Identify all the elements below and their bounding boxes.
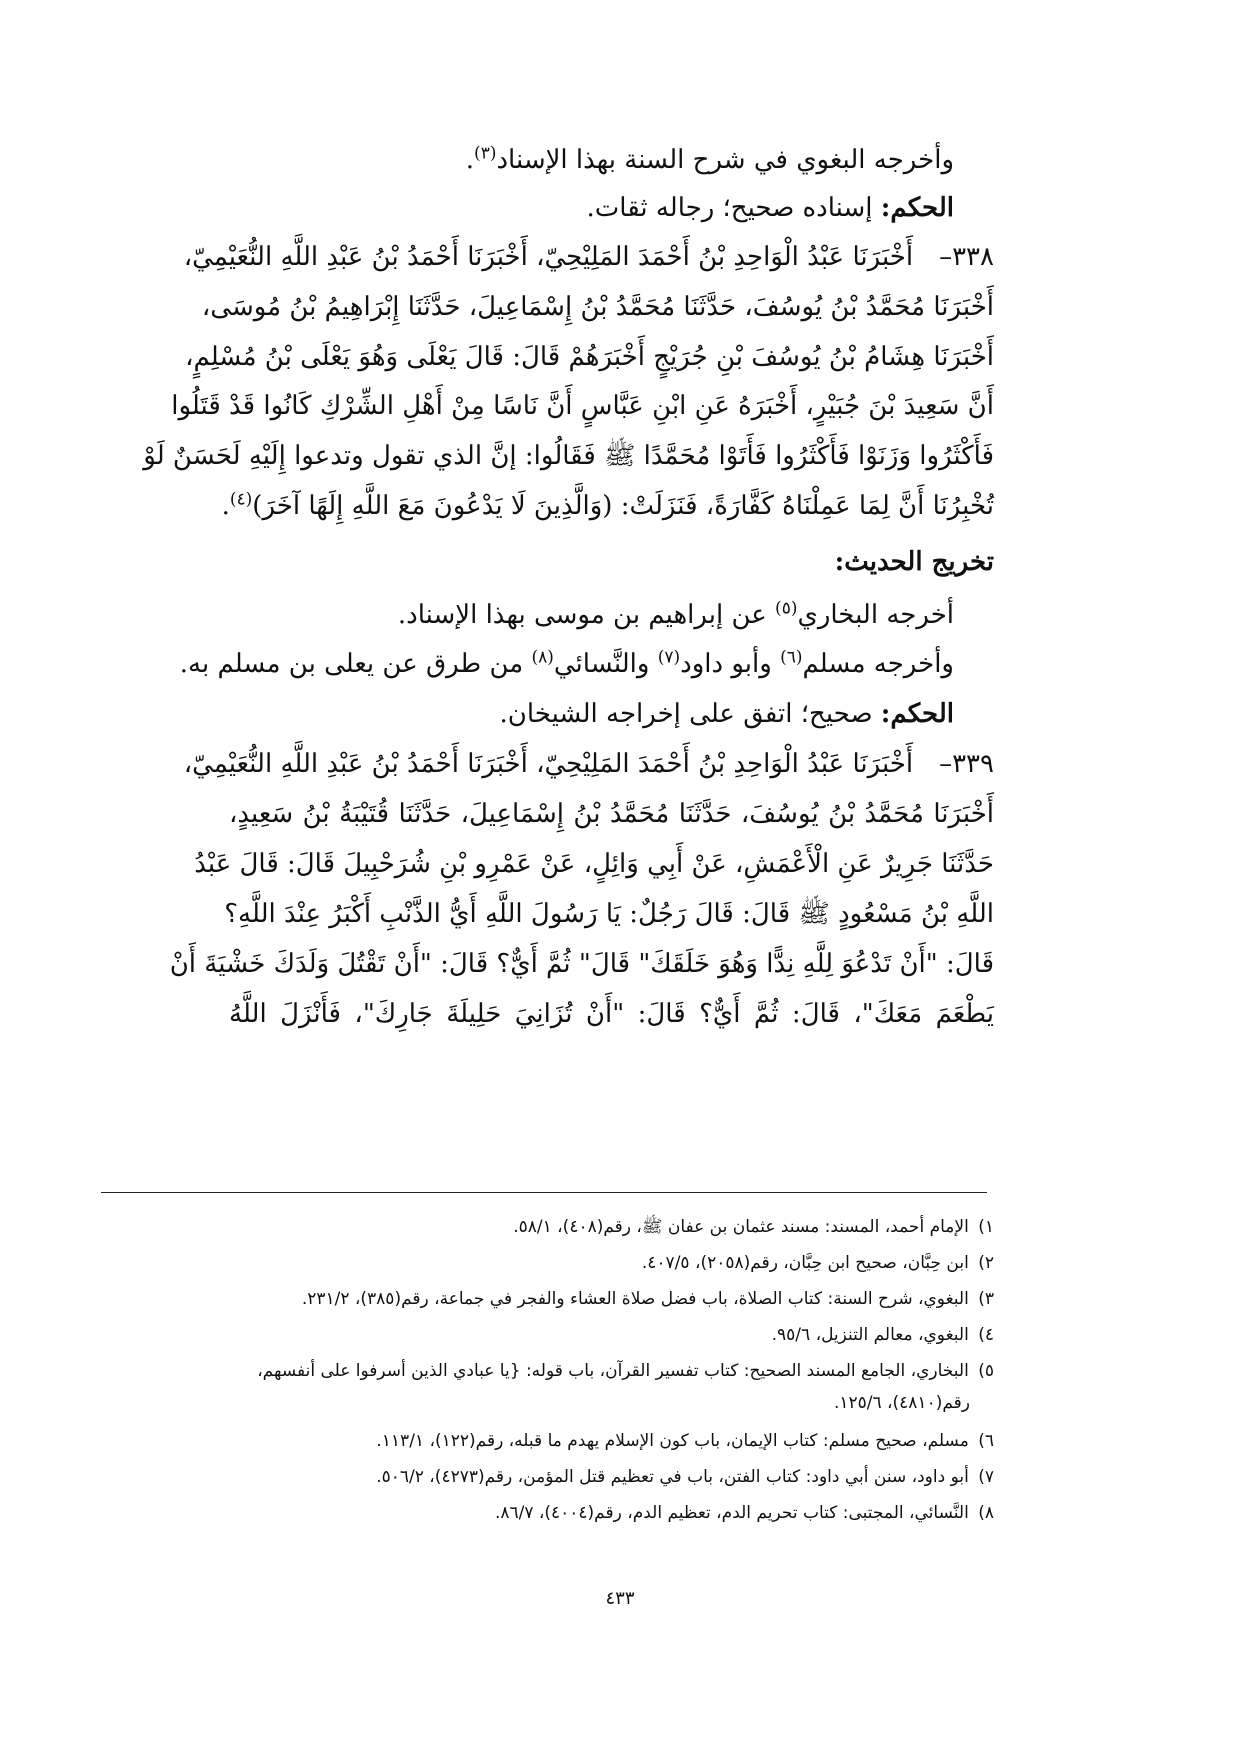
footnote-ref[interactable]: (٧)	[657, 647, 681, 668]
footnote-ref[interactable]: (٦)	[780, 647, 803, 668]
hadith-339-line: قَالَ: "أَنْ تَدْعُوَ لِلَّهِ نِدًّا وَهُوَ خَلَقَكَ" قَالَ" ثُمَّ أَيٌّ؟ قَالَ: "أَنْ تَقْتُلَ وَلَدَكَ خَشْيَةَ أَنْ	[169, 949, 994, 979]
punctuation: .	[221, 491, 230, 521]
footnote-text: النَّسائي، المجتبى: كتاب تحريم الدم، تعظيم الدم، رقم(٤٠٠٤)، ٨٦/٧.	[494, 1503, 969, 1523]
hadith-number: ٣٣٩–	[939, 749, 994, 779]
footnote	[154, 1498, 994, 1528]
footnote-number: ٨)	[978, 1503, 994, 1523]
footnote-number: ٦)	[978, 1431, 994, 1451]
footnote-number: ٤)	[978, 1325, 994, 1345]
hadith-339-line: اللَّهِ بْنُ مَسْعُودٍ ﷺ قَالَ: قَالَ رَجُلٌ: يَا رَسُولَ اللَّهِ أَيُّ الذَّنْبِ أَكْبَرُ عِنْدَ اللَّهِ؟	[224, 899, 994, 929]
hadith-339-line: أَخْبَرَنَا مُحَمَّدُ بْنُ يُوسُفَ، حَدَّثَنَا مُحَمَّدُ بْنُ إِسْمَاعِيلَ، حَدَّثَنَا قُتَيْبَةُ بْنُ سَعِيدٍ،	[229, 799, 994, 829]
takhrij-text: وأخرجه مسلم	[802, 649, 954, 679]
footnote-ref[interactable]: (٥)	[775, 598, 798, 619]
takhrij-text: والنَّسائي	[553, 649, 658, 679]
takhrij-paragraph	[189, 591, 954, 639]
page-number: ٤٣٣	[605, 1588, 635, 1609]
ruling-label: الحكم:	[880, 699, 954, 729]
hadith-338-line: أَخْبَرَنَا هِشَامُ بْنُ يُوسُفَ بْنِ جُرَيْجٍ أَخْبَرَهُمْ قَالَ: قَالَ يَعْلَى وَهُوَ يَعْلَى بْنُ مُسْلِمٍ،	[185, 342, 994, 372]
hadith-338-line	[183, 233, 994, 281]
ruling-paragraph	[189, 690, 954, 738]
footnote-ref[interactable]: (٣)	[474, 143, 497, 164]
footnote	[154, 1248, 994, 1278]
hadith-text: أَخْبَرَنَا عَبْدُ الْوَاحِدِ بْنُ أَحْمَدَ المَلِيْحِيّ، أَخْبَرَنَا أَحْمَدُ بْنُ عَبْدِ اللَّهِ النُّعَيْمِيّ،	[183, 242, 914, 272]
hadith-text: تُخْبِرُنَا أَنَّ لِمَا عَمِلْنَاهُ كَفَّارَةً، فَنَزَلَتْ: (وَالَّذِينَ لَا يَدْعُونَ مَعَ اللَّهِ إِلَهًا آخَرَ)	[252, 491, 994, 521]
punctuation: .	[465, 145, 475, 175]
takhrij-text: عن إبراهيم بن موسى بهذا الإسناد.	[397, 600, 776, 630]
footnote	[154, 1320, 994, 1350]
hadith-338-line: أَنَّ سَعِيدَ بْنَ جُبَيْرٍ، أَخْبَرَهُ عَنِ ابْنِ عَبَّاسٍ أَنَّ نَاسًا مِنْ أَهْلِ الشِّرْكِ كَانُوا قَدْ قَتَلُوا	[171, 391, 994, 421]
takhrij-paragraph	[179, 640, 954, 688]
hadith-339-line	[183, 740, 994, 788]
footnote	[154, 1212, 994, 1242]
paragraph-text: وأخرجه البغوي في شرح السنة بهذا الإسناد	[496, 145, 954, 175]
takhrij-text: من طرق عن يعلى بن مسلم به.	[179, 649, 532, 679]
footnote-text: الإمام أحمد، المسند: مسند عثمان بن عفان ﷺ، رقم(٤٠٨)، ٥٨/١.	[513, 1217, 969, 1237]
footnote-ref[interactable]: (٨)	[531, 647, 554, 668]
footnote	[154, 1426, 994, 1456]
footnote-ref[interactable]: (٤)	[229, 489, 253, 510]
hadith-338-line: أَخْبَرَنَا مُحَمَّدُ بْنُ يُوسُفَ، حَدَّثَنَا مُحَمَّدُ بْنُ إِسْمَاعِيلَ، حَدَّثَنَا إِبْرَاهِيمُ بْنُ مُوسَى،	[201, 292, 994, 322]
footnote	[154, 1462, 994, 1492]
footnote-text: البغوي، شرح السنة: كتاب الصلاة، باب فضل صلاة العشاء والفجر في جماعة، رقم(٣٨٥)، ٢٣١/٢.	[301, 1289, 969, 1309]
hadith-338-line: فَأَكْثَرُوا وَزَنَوْا فَأَكْثَرُوا فَأَتَوْا مُحَمَّدًا ﷺ فَقَالُوا: إنَّ الذي تقول وتدعوا إِلَيْهِ لَحَسَنٌ لَوْ	[143, 441, 994, 471]
footnote	[154, 1356, 994, 1386]
footnote-number: ٥)	[978, 1361, 994, 1381]
footnote-text: مسلم، صحيح مسلم: كتاب الإيمان، باب كون الإسلام يهدم ما قبله، رقم(١٢٢)، ١١٣/١.	[376, 1431, 969, 1451]
ruling-paragraph	[189, 184, 954, 232]
footnote-number: ٢)	[978, 1253, 994, 1273]
footnote-number: ١)	[978, 1217, 994, 1237]
footnote-text: البخاري، الجامع المسند الصحيح: كتاب تفسير القرآن، باب قوله: {يا عبادي الذين أسرفوا على أنفسهم،	[257, 1361, 969, 1381]
footnote	[154, 1284, 994, 1314]
hadith-338-line	[221, 482, 994, 530]
paragraph-baghawi	[189, 136, 954, 184]
section-heading: تخريج الحديث:	[834, 547, 994, 577]
footnote-text: البغوي، معالم التنزيل، ٩٥/٦.	[771, 1325, 969, 1345]
hadith-text: أَخْبَرَنَا عَبْدُ الْوَاحِدِ بْنُ أَحْمَدَ المَلِيْحِيّ، أَخْبَرَنَا أَحْمَدُ بْنُ عَبْدِ اللَّهِ النُّعَيْمِيّ،	[183, 749, 914, 779]
footnote-separator	[101, 1192, 987, 1193]
footnote-continuation: رقم(٤٨١٠)، ١٢٥/٦.	[833, 1393, 970, 1413]
takhrij-text: أخرجه البخاري	[797, 600, 954, 630]
ruling-label: الحكم:	[880, 193, 954, 223]
footnote-number: ٣)	[978, 1289, 994, 1309]
ruling-text: صحيح؛ اتفق على إخراجه الشيخان.	[499, 699, 881, 729]
footnote-text: ابن حِبَّان، صحيح ابن حِبَّان، رقم(٢٠٥٨)، ٤٠٧/٥.	[641, 1253, 969, 1273]
hadith-number: ٣٣٨–	[939, 242, 994, 272]
hadith-339-line: حَدَّثَنَا جَرِيرٌ عَنِ الْأَعْمَشِ، عَنْ أَبِي وَائِلٍ، عَنْ عَمْرِو بْنِ شُرَحْبِيلَ قَالَ: قَالَ عَبْدُ	[194, 849, 994, 879]
ruling-text: إسناده صحيح؛ رجاله ثقات.	[586, 193, 881, 223]
hadith-339-line: يَطْعَمَ مَعَكَ"، قَالَ: ثُمَّ أَيٌّ؟ قَالَ: "أَنْ تُزَانِيَ حَلِيلَةَ جَارِكَ"، فَأَنْزَلَ اللَّهُ	[229, 999, 994, 1029]
takhrij-text: وأبو داود	[680, 649, 781, 679]
footnote-text: أبو داود، سنن أبي داود: كتاب الفتن، باب في تعظيم قتل المؤمن، رقم(٤٢٧٣)، ٥٠٦/٢.	[376, 1467, 969, 1487]
footnote-number: ٧)	[978, 1467, 994, 1487]
